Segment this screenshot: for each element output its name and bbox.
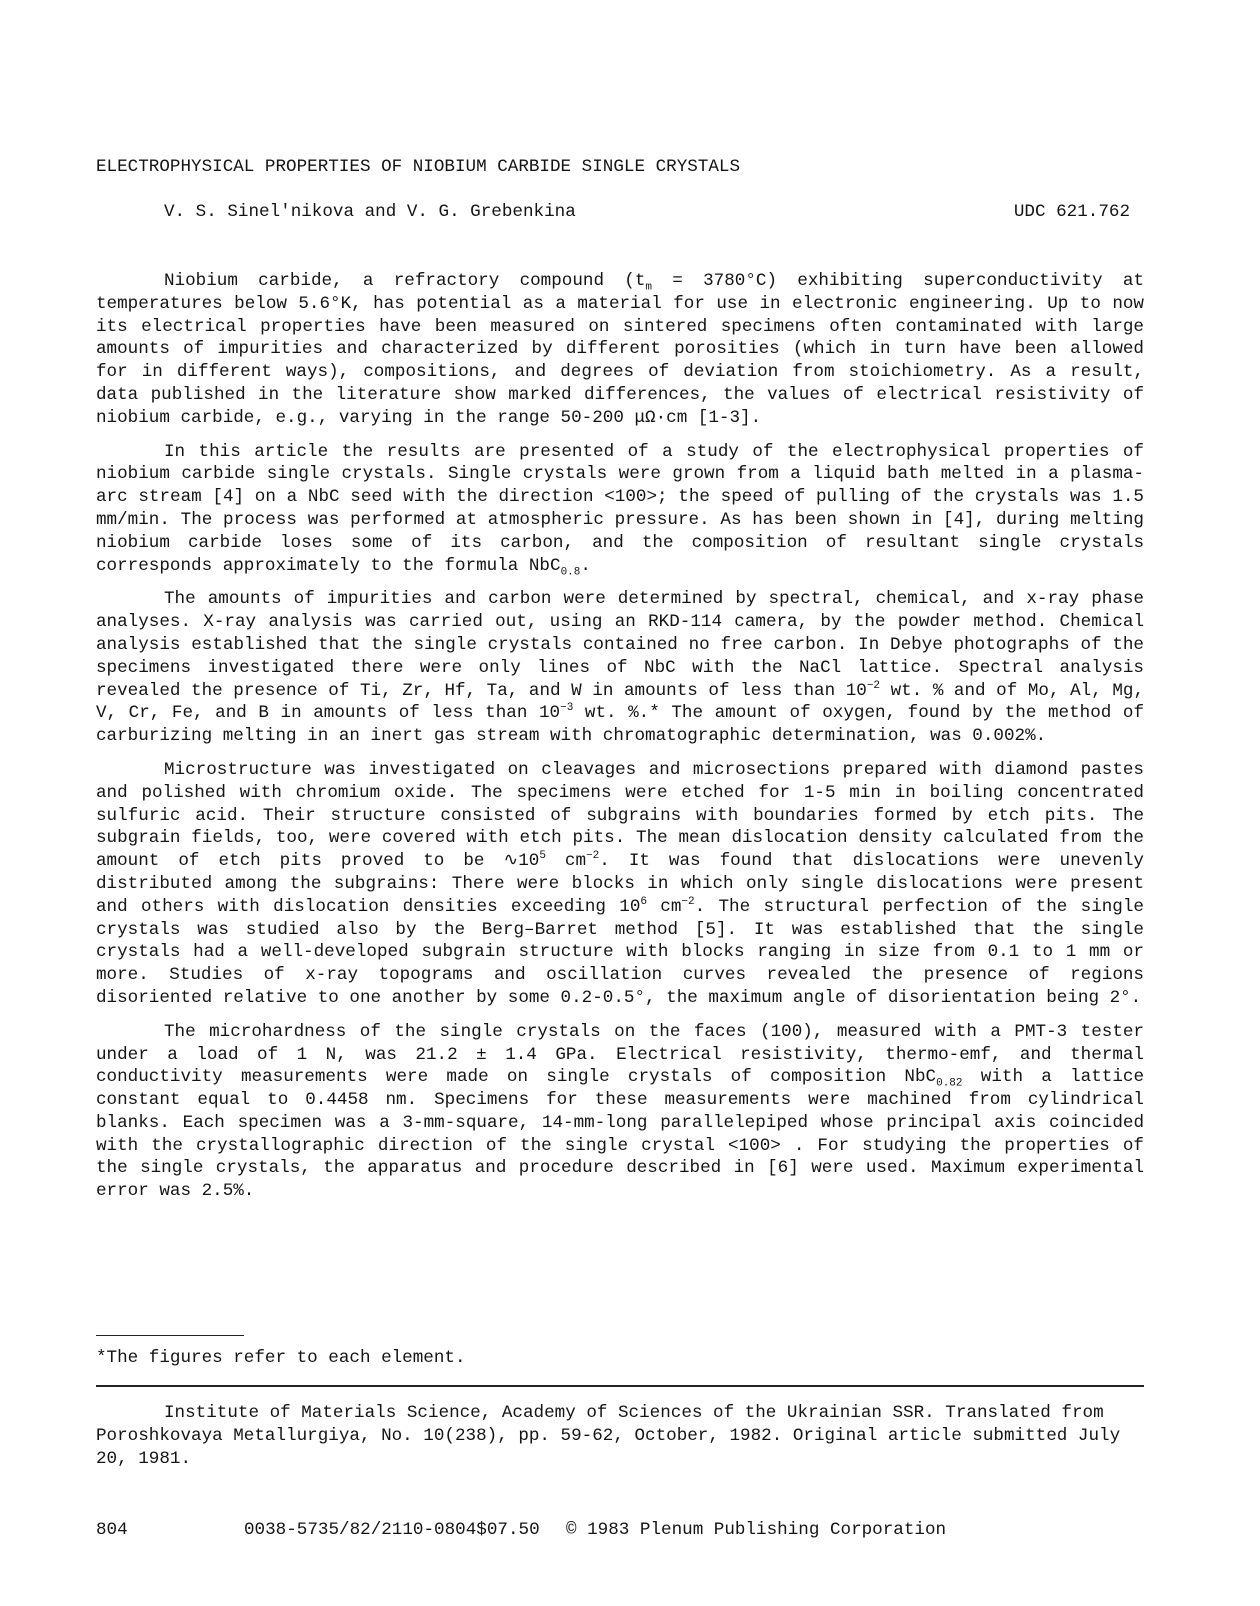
paragraph-2: In this article the results are presented of a study of the electrophysical properties of niobium carbide single crystals. Single crystals were grown from a liquid bath melted in a plasma-arc stream [4] on a NbC seed with the direction <100>; the speed of pulling of the crystals was 1.5 mm/min. The process was performed at atmospheric pressure. As has been shown in [4], during melting niobium carbide loses some of its carbon, and the composition of resultant single crystals corresponds approximately to the formula NbC$_{0.8}$.: [96, 441, 1144, 579]
copyright: © 1983 Plenum Publishing Corporation: [566, 1520, 947, 1540]
paragraph-4: Microstructure was investigated on cleavages and microsections prepared with diamond pastes and polished with chromium oxide. The specimens were etched for 1-5 min in boiling concentrated sulfuric acid. Their structure consisted of subgrains with boundaries formed by etch pits. The subgrain fields, too, were covered with etch pits. The mean dislocation density calculated from the amount of etch pits proved to be $∿10^5$ $cm^{-2}$. It was found that dislocations were unevenly distributed among the subgrains: There were blocks in which only single dislocations were present and others with dislocation densities exceeding $10^6$ $cm^{-2}$. The structural perfection of the single crystals was studied also by the Berg–Barret method [5]. It was established that the single crystals had a well-developed subgrain structure with blocks ranging in size from 0.1 to 1 mm or more. Studies of x-ray topograms and oscillation curves revealed the presence of regions disoriented relative to one another by some 0.2-0.5°, the maximum angle of disorientation being 2°.: [96, 759, 1144, 1008]
article-code: 0038-5735/82/2110-0804$07.50: [244, 1520, 540, 1540]
footnote: *The figures refer to each element.: [96, 1348, 466, 1368]
authors: V. S. Sinel'nikova and V. G. Grebenkina: [164, 202, 576, 222]
paragraph-3: The amounts of impurities and carbon were determined by spectral, chemical, and x-ray phase analyses. X-ray analysis was carried out, using an RKD-114 camera, by the powder method. Chemical analysis established that the single crystals contained no free carbon. In Debye photographs of the specimens investigated there were only lines of NbC with the NaCl lattice. Spectral analysis revealed the presence of Ti, Zr, Hf, Ta, and W in amounts of less than $10^{-2}$ wt. % and of Mo, Al, Mg, V, Cr, Fe, and B in amounts of less than $10^{-3}$ wt. %.* The amount of oxygen, found by the method of carburizing melting in an inert gas stream with chromatographic determination, was 0.002%.: [96, 589, 1144, 747]
article-body: [96, 270, 1144, 1214]
paragraph-1: Niobium carbide, a refractory compound $(t_m = 3780^\circ C)$ exhibiting superconductivity at temperatures below 5.6°K, has potential as a material for use in electronic engineering. Up to now its electrical properties have been measured on sintered specimens often contaminated with large amounts of impurities and characterized by different porosities (which in turn have been allowed for in different ways), compositions, and degrees of deviation from stoichiometry. As a result, data published in the literature show marked differences, the values of electrical resistivity of niobium carbide, e.g., varying in the range 50-200 μΩ·cm [1-3].: [96, 271, 1144, 428]
affiliation-divider: [96, 1385, 1144, 1387]
paragraph-5: The microhardness of the single crystals on the faces (100), measured with a PMT-3 tester under a load of 1 N, was 21.2 ± 1.4 GPa. Electrical resistivity, thermo-emf, and thermal conductivity measurements were made on single crystals of composition NbC$_{0.82}$ with a lattice constant equal to 0.4458 nm. Specimens for these measurements were machined from cylindrical blanks. Each specimen was a 3-mm-square, 14-mm-long parallelepiped whose principal axis coincided with the crystallographic direction of the single crystal <100> . For studying the properties of the single crystals, the apparatus and procedure described in [6] were used. Maximum experimental error was 2.5%.: [96, 1021, 1145, 1202]
article-title: ELECTROPHYSICAL PROPERTIES OF NIOBIUM CARBIDE SINGLE CRYSTALS: [96, 157, 741, 177]
paper-page: [96, 0, 1146, 1606]
page-number: 804: [96, 1520, 128, 1540]
footnote-divider: [96, 1335, 244, 1336]
affiliation-note: Institute of Materials Science, Academy of Sciences of the Ukrainian SSR. Translated from Poroshkovaya Metallurgiya, No. 10(238), pp. 59-62, October, 1982. Original article submitted July 20, 1981.: [96, 1403, 1121, 1469]
udc-code: UDC 621.762: [1013, 202, 1130, 222]
